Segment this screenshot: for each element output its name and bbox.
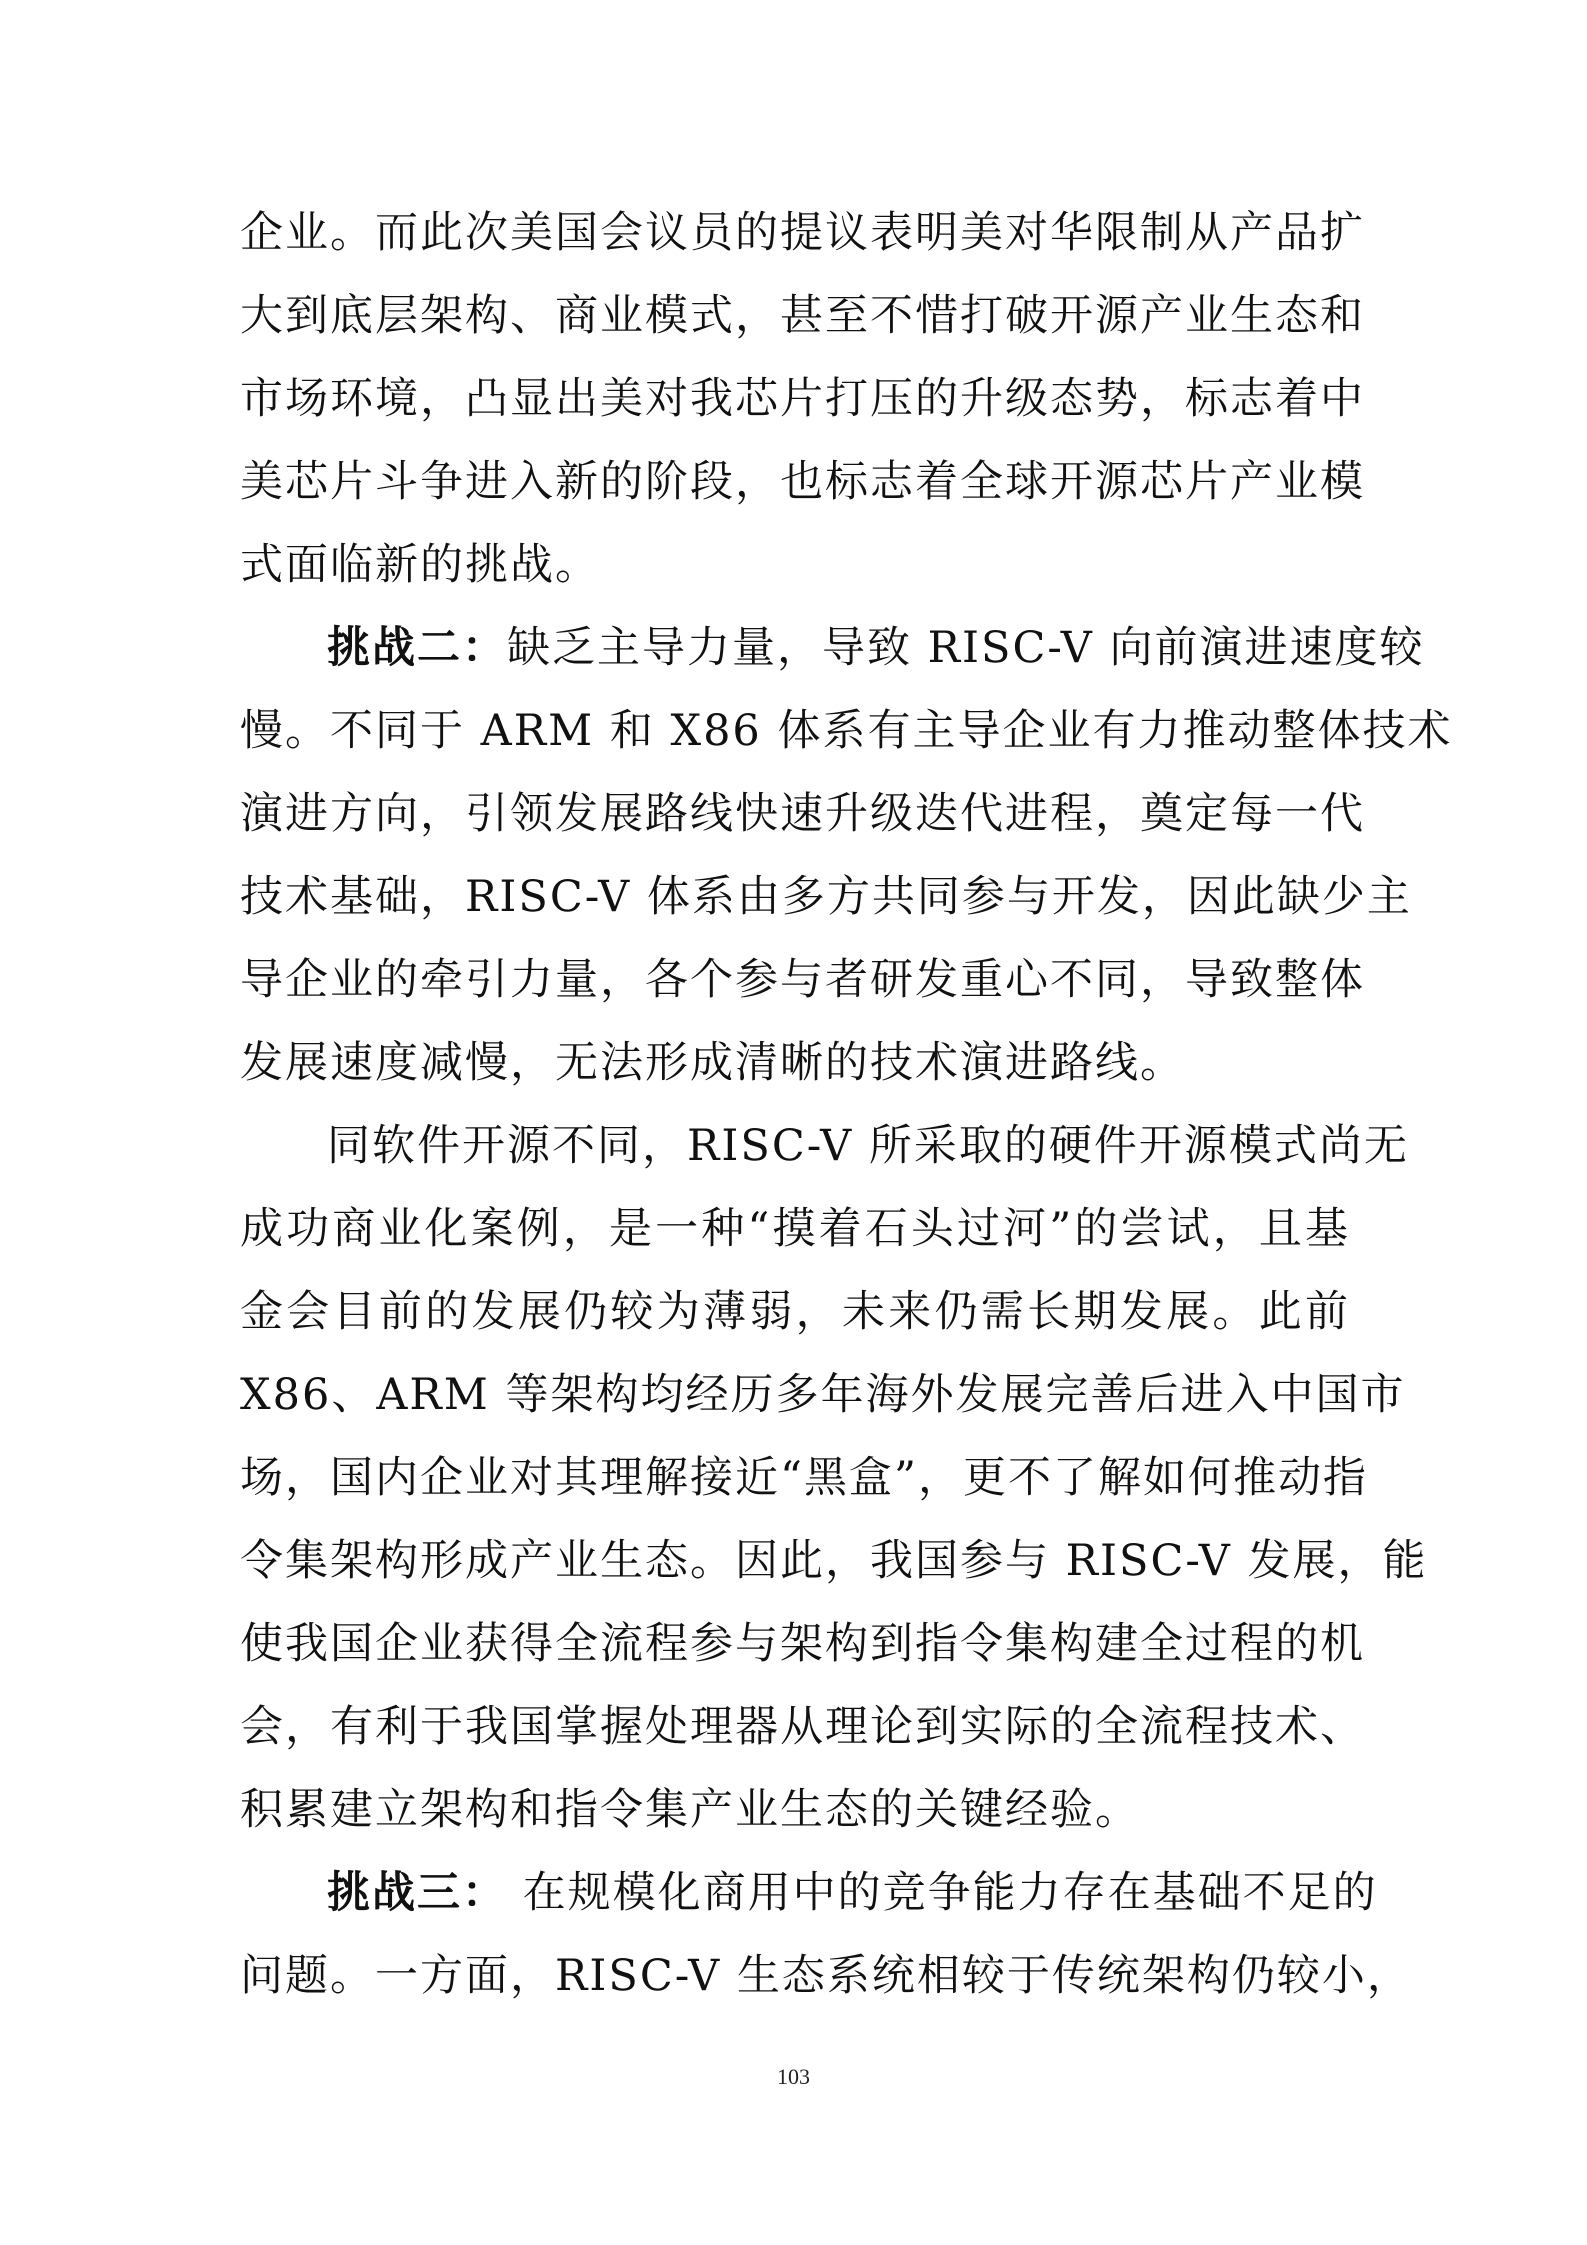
paragraph-line: 令集架构形成产业生态。因此，我国参与 RISC-V 发展，能	[240, 1536, 1428, 1586]
paragraph-line: 企业。而此次美国会议员的提议表明美对华限制从产品扩	[240, 208, 1365, 258]
paragraph-line: 会，有利于我国掌握处理器从理论到实际的全流程技术、	[240, 1702, 1365, 1752]
paragraph-line: 美芯片斗争进入新的阶段，也标志着全球开源芯片产业模	[240, 457, 1365, 507]
page-number: 103	[777, 2064, 810, 2089]
paragraph-line: 演进方向，引领发展路线快速升级迭代进程，奠定每一代	[240, 789, 1365, 839]
paragraph-line: 式面临新的挑战。	[240, 540, 600, 590]
paragraph-line: 导企业的牵引力量，各个参与者研发重心不同，导致整体	[240, 955, 1365, 1005]
challenge-text: 缺乏主导力量，导致 RISC-V 向前演进速度较	[507, 623, 1425, 673]
paragraph-line: 金会目前的发展仍较为薄弱，未来仍需长期发展。此前	[240, 1287, 1350, 1337]
challenge-text: 在规模化商用中的竞争能力存在基础不足的	[507, 1868, 1378, 1918]
paragraph-line: 技术基础，RISC-V 体系由多方共同参与开发，因此缺少主	[240, 872, 1412, 922]
challenge-label: 挑战二：	[327, 623, 507, 673]
paragraph-line: X86、ARM 等架构均经历多年海外发展完善后进入中国市	[240, 1370, 1406, 1420]
challenge-heading-line	[327, 1863, 1378, 1923]
paragraph-line: 问题。一方面，RISC-V 生态系统相较于传统架构仍较小，	[240, 1951, 1412, 2001]
paragraph-line: 市场环境，凸显出美对我芯片打压的升级态势，标志着中	[240, 374, 1365, 424]
paragraph-line: 发展速度减慢，无法形成清晰的技术演进路线。	[240, 1038, 1185, 1088]
paragraph-line: 成功商业化案例，是一种“摸着石头过河”的尝试，且基	[240, 1204, 1350, 1254]
paragraph-line: 积累建立架构和指令集产业生态的关键经验。	[240, 1785, 1140, 1835]
paragraph-line: 场，国内企业对其理解接近“黑盒”，更不了解如何推动指	[240, 1453, 1368, 1503]
paragraph-line: 同软件开源不同，RISC-V 所采取的硬件开源模式尚无	[327, 1121, 1409, 1171]
paragraph-line: 慢。不同于 ARM 和 X86 体系有主导企业有力推动整体技术	[240, 706, 1453, 756]
challenge-label: 挑战三：	[327, 1868, 507, 1918]
paragraph-line: 使我国企业获得全流程参与架构到指令集构建全过程的机	[240, 1619, 1365, 1669]
paragraph-line: 大到底层架构、商业模式，甚至不惜打破开源产业生态和	[240, 291, 1365, 341]
challenge-heading-line	[327, 618, 1425, 678]
